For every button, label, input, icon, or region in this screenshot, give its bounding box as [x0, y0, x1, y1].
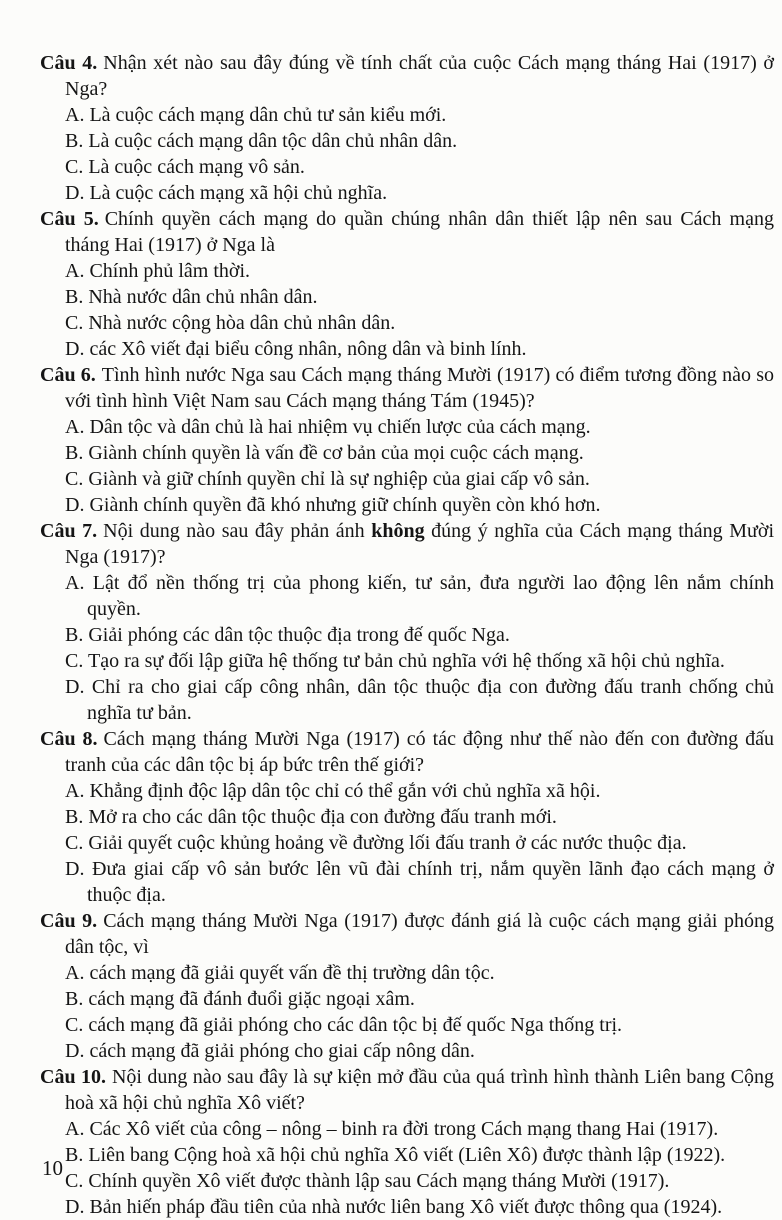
- answer-option-a: A. Dân tộc và dân chủ là hai nhiệm vụ chiến lược của cách mạng.: [65, 416, 591, 438]
- answer-option-b: B. Mở ra cho các dân tộc thuộc địa con đường đấu tranh mới.: [65, 806, 557, 828]
- answer-option-d: D. Là cuộc cách mạng xã hội chủ nghĩa.: [65, 182, 388, 204]
- answer-option-d: D. Đưa giai cấp vô sản bước lên vũ đài chính trị, nắm quyền lãnh đạo cách mạng ở thuộc địa.: [65, 858, 774, 906]
- question-number: Câu 7.: [40, 520, 98, 542]
- question-6: [40, 362, 774, 518]
- question-body-after: đúng ý nghĩa của Cách mạng tháng Mười Nga (1917)?: [65, 520, 774, 568]
- question-body: Cách mạng tháng Mười Nga (1917) được đánh giá là cuộc cách mạng giải phóng dân tộc, vì: [65, 910, 774, 958]
- answer-option-b: B. Giành chính quyền là vấn đề cơ bản của mọi cuộc cách mạng.: [65, 442, 584, 464]
- question-body: Tình hình nước Nga sau Cách mạng tháng Mười (1917) có điểm tương đồng nào so với tình hình Việt Nam sau Cách mạng tháng Tám (1945)?: [65, 364, 774, 412]
- question-text: [40, 518, 774, 570]
- question-body-emphasis: không: [371, 520, 425, 542]
- answer-option-c: C. Giải quyết cuộc khủng hoảng về đường lối đấu tranh ở các nước thuộc địa.: [65, 832, 687, 854]
- answer-option-a: A. cách mạng đã giải quyết vấn đề thị trường dân tộc.: [65, 962, 495, 984]
- answer-option-a: A. Khẳng định độc lập dân tộc chỉ có thể gắn với chủ nghĩa xã hội.: [65, 780, 601, 802]
- question-10: [40, 1064, 774, 1220]
- answer-option-c: C. Chính quyền Xô viết được thành lập sau Cách mạng tháng Mười (1917).: [65, 1170, 670, 1192]
- question-7: [40, 518, 774, 726]
- question-body: Nội dung nào sau đây là sự kiện mở đầu của quá trình hình thành Liên bang Cộng hoà xã hội chủ nghĩa Xô viết?: [65, 1066, 774, 1114]
- answer-option-b: B. Nhà nước dân chủ nhân dân.: [65, 286, 318, 308]
- answer-option-a: A. Là cuộc cách mạng dân chủ tư sản kiểu mới.: [65, 104, 447, 126]
- question-number: Câu 9.: [40, 910, 98, 932]
- question-text: [40, 206, 774, 258]
- answer-option-c: C. Giành và giữ chính quyền chỉ là sự nghiệp của giai cấp vô sản.: [65, 468, 590, 490]
- answer-option-b: B. Là cuộc cách mạng dân tộc dân chủ nhân dân.: [65, 130, 458, 152]
- answer-option-d: D. Bản hiến pháp đầu tiên của nhà nước liên bang Xô viết được thông qua (1924).: [65, 1196, 723, 1218]
- answer-option-d: D. các Xô viết đại biểu công nhân, nông dân và binh lính.: [65, 338, 527, 360]
- page-number: 10: [42, 1156, 63, 1180]
- question-body: Cách mạng tháng Mười Nga (1917) có tác động như thế nào đến con đường đấu tranh của các dân tộc bị áp bức trên thế giới?: [65, 728, 774, 776]
- answer-option-d: D. cách mạng đã giải phóng cho giai cấp nông dân.: [65, 1040, 475, 1062]
- question-text: [40, 908, 774, 960]
- question-number: Câu 4.: [40, 52, 98, 74]
- answer-option-d: D. Chỉ ra cho giai cấp công nhân, dân tộc thuộc địa con đường đấu tranh chống chủ nghĩa tư bản.: [65, 676, 774, 724]
- question-body: Nhận xét nào sau đây đúng về tính chất của cuộc Cách mạng tháng Hai (1917) ở Nga?: [65, 52, 774, 100]
- answer-option-a: A. Các Xô viết của công – nông – binh ra đời trong Cách mạng thang Hai (1917).: [65, 1118, 719, 1140]
- question-9: [40, 908, 774, 1064]
- question-text: [40, 1064, 774, 1116]
- question-body-before: Nội dung nào sau đây phản ánh: [103, 520, 365, 542]
- answer-option-c: C. Là cuộc cách mạng vô sản.: [65, 156, 305, 178]
- question-4: [40, 50, 774, 206]
- question-5: [40, 206, 774, 362]
- question-text: [40, 50, 774, 102]
- question-number: Câu 5.: [40, 208, 99, 230]
- answer-option-c: C. Nhà nước cộng hòa dân chủ nhân dân.: [65, 312, 396, 334]
- answer-option-c: C. Tạo ra sự đối lập giữa hệ thống tư bản chủ nghĩa với hệ thống xã hội chủ nghĩa.: [65, 650, 725, 672]
- answer-option-b: B. Giải phóng các dân tộc thuộc địa trong đế quốc Nga.: [65, 624, 510, 646]
- question-text: [40, 726, 774, 778]
- answer-option-d: D. Giành chính quyền đã khó nhưng giữ chính quyền còn khó hơn.: [65, 494, 601, 516]
- question-number: Câu 6.: [40, 364, 96, 386]
- answer-option-c: C. cách mạng đã giải phóng cho các dân tộc bị đế quốc Nga thống trị.: [65, 1014, 623, 1036]
- question-number: Câu 10.: [40, 1066, 106, 1088]
- answer-option-a: A. Lật đổ nền thống trị của phong kiến, tư sản, đưa người lao động lên nắm chính quyền.: [65, 572, 774, 620]
- question-body: Chính quyền cách mạng do quần chúng nhân dân thiết lập nên sau Cách mạng tháng Hai (1917) ở Nga là: [65, 208, 774, 256]
- question-8: [40, 726, 774, 908]
- question-text: [40, 362, 774, 414]
- answer-option-b: B. cách mạng đã đánh đuổi giặc ngoại xâm.: [65, 988, 415, 1010]
- answer-option-b: B. Liên bang Cộng hoà xã hội chủ nghĩa Xô viết (Liên Xô) được thành lập (1922).: [65, 1144, 726, 1166]
- answer-option-a: A. Chính phủ lâm thời.: [65, 260, 251, 282]
- question-number: Câu 8.: [40, 728, 98, 750]
